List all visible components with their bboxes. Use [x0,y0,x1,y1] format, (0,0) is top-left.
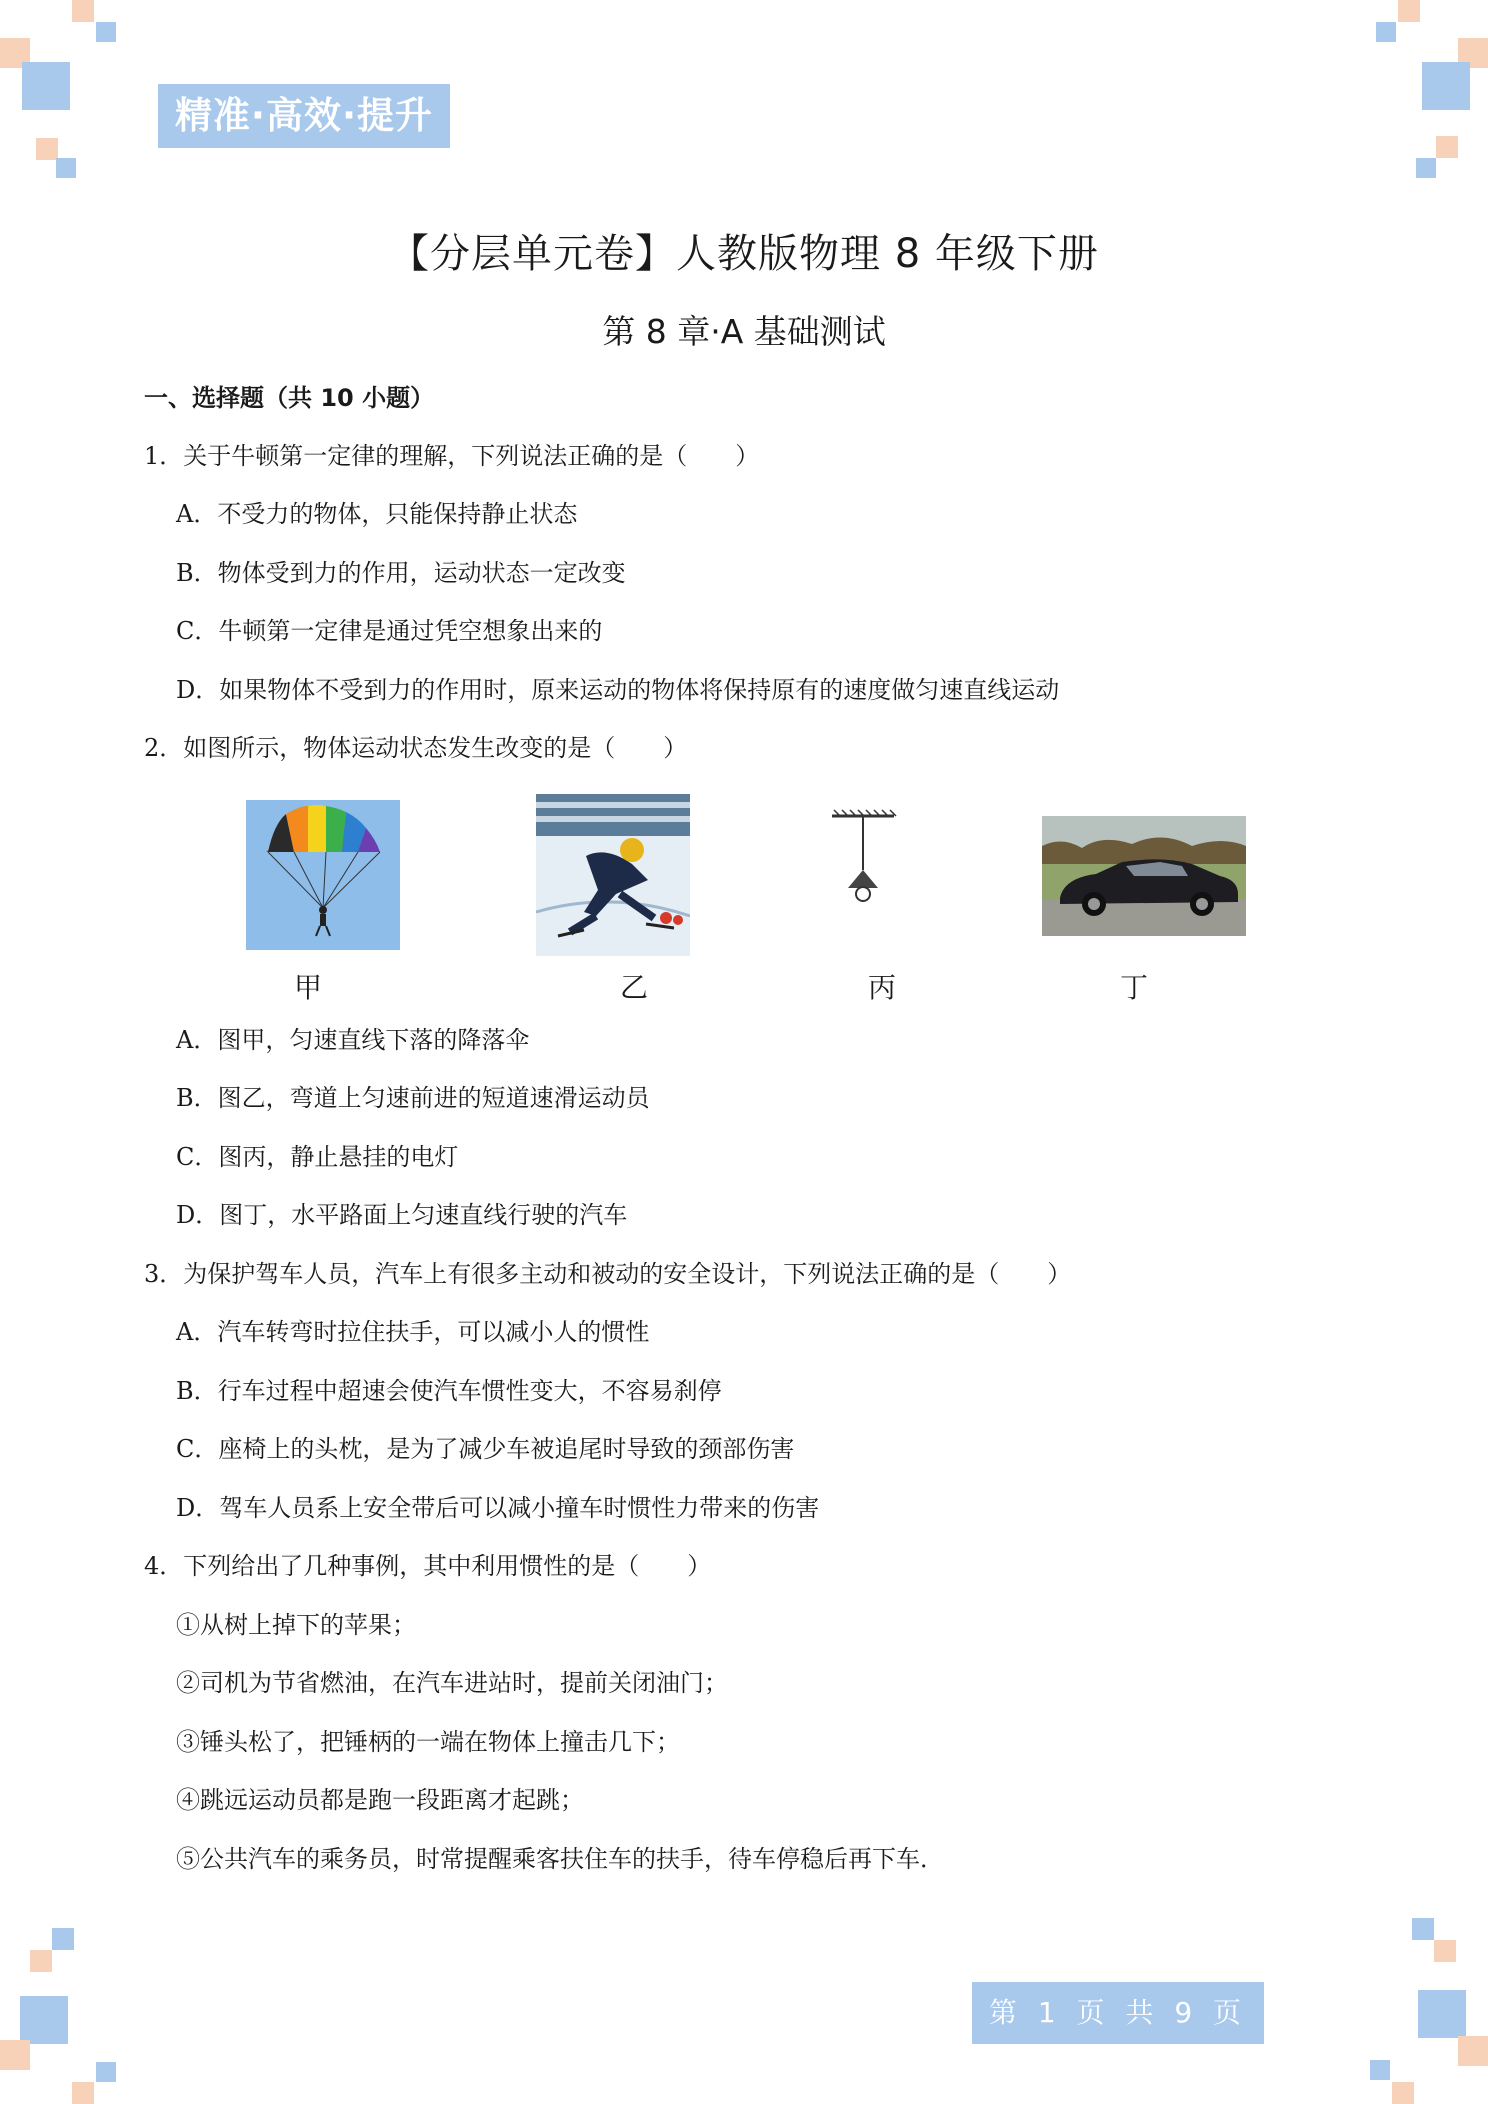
speed-skater-image [536,794,690,956]
question-1-stem: 1．关于牛顿第一定律的理解，下列说法正确的是（ ） [144,442,760,470]
question-1-option-c: C．牛顿第一定律是通过凭空想象出来的 [176,617,603,645]
question-3-option-b: B．行车过程中超速会使汽车惯性变大，不容易刹停 [176,1377,722,1405]
question-2-option-d: D．图丁，水平路面上匀速直线行驶的汽车 [176,1201,628,1229]
question-1-option-a: A．不受力的物体，只能保持静止状态 [176,500,578,528]
figure-caption-jia: 甲 [293,971,322,1004]
car-image [1042,816,1246,936]
question-1-option-b: B．物体受到力的作用，运动状态一定改变 [176,559,626,587]
question-3-option-d: D．驾车人员系上安全带后可以减小撞车时惯性力带来的伤害 [176,1494,820,1522]
section-heading: 一、选择题（共 10 小题） [144,384,435,412]
question-4-item-3: ③锤头松了，把锤柄的一端在物体上撞击几下； [176,1728,680,1756]
question-2-option-a: A．图甲，匀速直线下落的降落伞 [176,1026,530,1054]
question-2-option-b: B．图乙，弯道上匀速前进的短道速滑运动员 [176,1084,650,1112]
figure-caption-yi: 乙 [619,971,648,1004]
question-1-option-d: D．如果物体不受到力的作用时，原来运动的物体将保持原有的速度做匀速直线运动 [176,676,1060,704]
question-3-option-a: A．汽车转弯时拉住扶手，可以减小人的惯性 [176,1318,650,1346]
brand-banner: 精准·高效·提升 [158,84,450,148]
question-3-stem: 3．为保护驾车人员，汽车上有很多主动和被动的安全设计，下列说法正确的是（ ） [144,1260,1072,1288]
question-3-option-c: C．座椅上的头枕，是为了减少车被追尾时导致的颈部伤害 [176,1435,795,1463]
question-4-item-5: ⑤公共汽车的乘务员，时常提醒乘客扶住车的扶手，待车停稳后再下车． [176,1845,944,1873]
question-2-stem: 2．如图所示，物体运动状态发生改变的是（ ） [144,734,688,762]
question-2-option-c: C．图丙，静止悬挂的电灯 [176,1143,459,1171]
page-number-footer: 第 1 页 共 9 页 [972,1982,1264,2044]
page-title: 【分层单元卷】人教版物理 8 年级下册 [389,231,1099,277]
question-4-item-2: ②司机为节省燃油，在汽车进站时，提前关闭油门； [176,1669,728,1697]
page-subtitle: 第 8 章·A 基础测试 [602,312,886,351]
question-4-stem: 4．下列给出了几种事例，其中利用惯性的是（ ） [144,1552,712,1580]
parachute-image [246,800,400,950]
question-4-item-4: ④跳远运动员都是跑一段距离才起跳； [176,1786,584,1814]
figure-caption-ding: 丁 [1119,971,1148,1004]
hanging-lamp-image [826,808,900,918]
figure-caption-bing: 丙 [867,971,896,1004]
question-4-item-1: ①从树上掉下的苹果； [176,1611,416,1639]
